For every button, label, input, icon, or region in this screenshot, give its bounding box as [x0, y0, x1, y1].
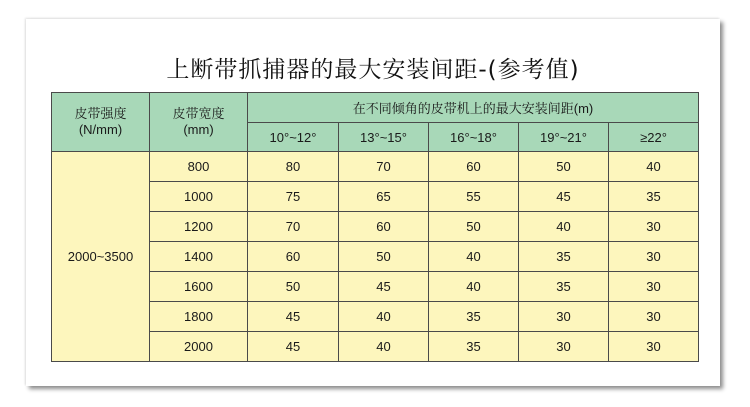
spacing-cell: 35 — [429, 302, 519, 332]
spacing-cell: 35 — [519, 242, 609, 272]
spacing-cell: 40 — [339, 302, 429, 332]
document-card — [26, 19, 720, 386]
spacing-cell: 30 — [609, 212, 699, 242]
spacing-cell: 40 — [429, 242, 519, 272]
spacing-cell: 40 — [429, 272, 519, 302]
spacing-cell: 60 — [339, 212, 429, 242]
belt-width-cell: 1600 — [150, 272, 248, 302]
spacing-table — [51, 92, 699, 362]
belt-width-cell: 1000 — [150, 182, 248, 212]
header-angle: ≥22° — [609, 123, 699, 152]
spacing-cell: 30 — [609, 302, 699, 332]
spacing-cell: 45 — [248, 302, 339, 332]
header-belt-strength: 皮带强度 (N/mm) — [52, 93, 150, 152]
table-row — [52, 212, 699, 242]
header-angle: 13°~15° — [339, 123, 429, 152]
spacing-cell: 65 — [339, 182, 429, 212]
spacing-cell: 50 — [519, 152, 609, 182]
spacing-cell: 80 — [248, 152, 339, 182]
table-row — [52, 332, 699, 362]
belt-strength-cell: 2000~3500 — [52, 152, 150, 362]
header-max-spacing: 在不同倾角的皮带机上的最大安装间距(m) — [248, 93, 699, 123]
table-row — [52, 242, 699, 272]
spacing-cell: 30 — [519, 332, 609, 362]
spacing-cell: 35 — [519, 272, 609, 302]
table-row — [52, 152, 699, 182]
spacing-cell: 50 — [339, 242, 429, 272]
belt-width-cell: 1400 — [150, 242, 248, 272]
belt-width-cell: 2000 — [150, 332, 248, 362]
spacing-cell: 60 — [429, 152, 519, 182]
spacing-cell: 70 — [339, 152, 429, 182]
spacing-cell: 50 — [429, 212, 519, 242]
spacing-cell: 40 — [519, 212, 609, 242]
table-row — [52, 302, 699, 332]
table-row — [52, 272, 699, 302]
spacing-cell: 45 — [248, 332, 339, 362]
spacing-cell: 40 — [609, 152, 699, 182]
spacing-cell: 45 — [519, 182, 609, 212]
spacing-cell: 45 — [339, 272, 429, 302]
spacing-cell: 60 — [248, 242, 339, 272]
header-angle: 19°~21° — [519, 123, 609, 152]
belt-width-cell: 800 — [150, 152, 248, 182]
belt-width-cell: 1200 — [150, 212, 248, 242]
spacing-cell: 40 — [339, 332, 429, 362]
header-angle: 16°~18° — [429, 123, 519, 152]
spacing-cell: 35 — [609, 182, 699, 212]
spacing-cell: 70 — [248, 212, 339, 242]
spacing-cell: 30 — [609, 332, 699, 362]
spacing-cell: 55 — [429, 182, 519, 212]
spacing-cell: 30 — [609, 272, 699, 302]
spacing-cell: 75 — [248, 182, 339, 212]
spacing-cell: 30 — [519, 302, 609, 332]
spacing-cell: 50 — [248, 272, 339, 302]
header-belt-width: 皮带宽度 (mm) — [150, 93, 248, 152]
table-title: 上断带抓捕器的最大安装间距-(参考值) — [166, 57, 580, 83]
belt-width-cell: 1800 — [150, 302, 248, 332]
table-row — [52, 182, 699, 212]
spacing-cell: 30 — [609, 242, 699, 272]
spacing-cell: 35 — [429, 332, 519, 362]
header-angle: 10°~12° — [248, 123, 339, 152]
